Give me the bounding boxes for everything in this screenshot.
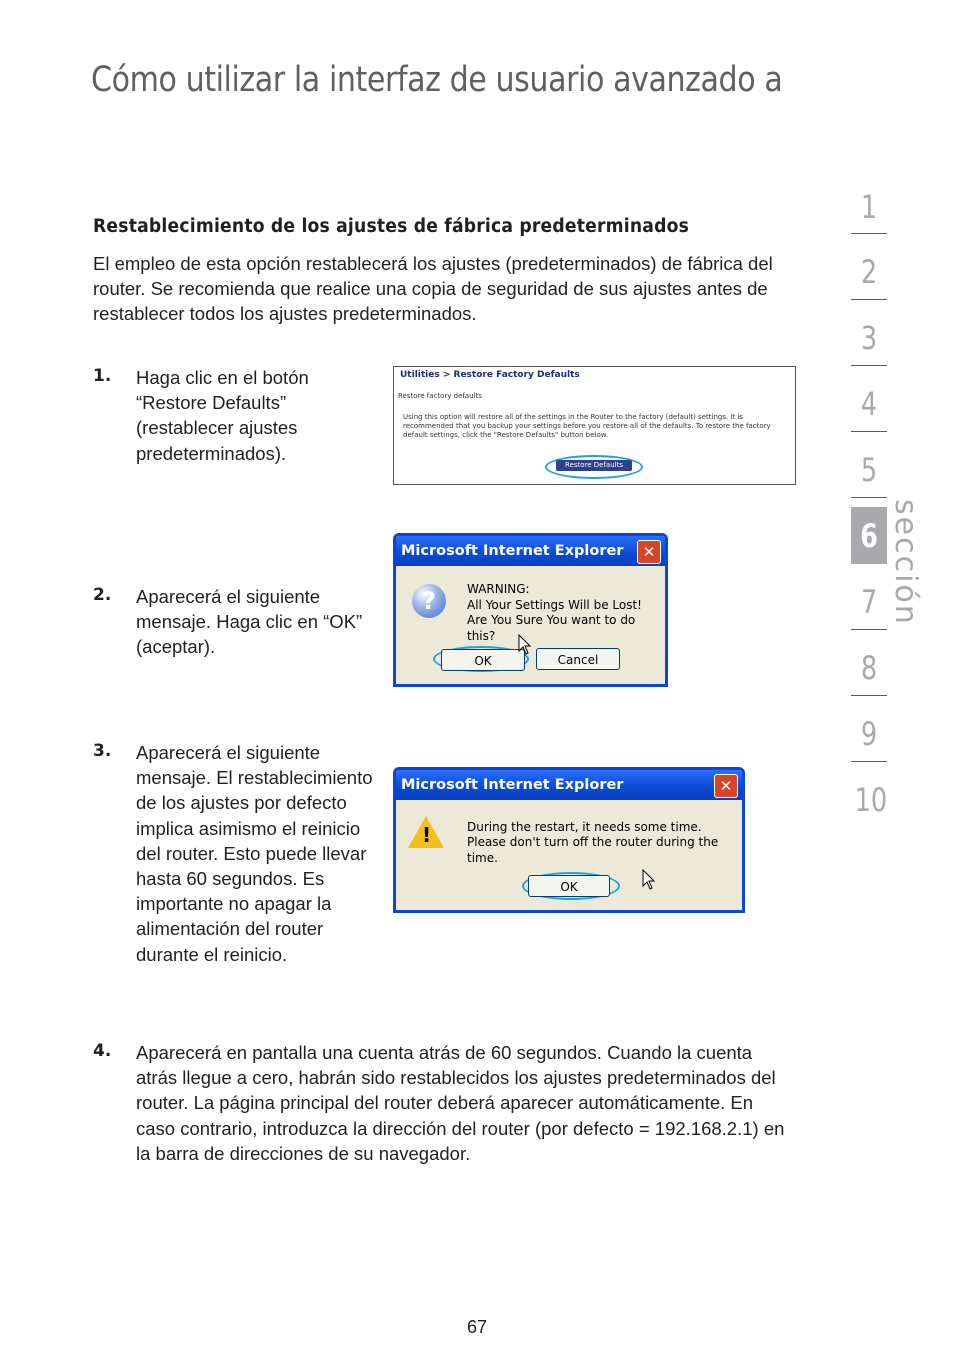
- nav-item-6[interactable]: 6: [860, 517, 878, 555]
- intro-paragraph: El empleo de esta opción restablecerá los ajustes (predeterminados) de fábrica del router. Se recomienda que realice una copia de seguridad de sus ajustes antes de restablecer todos los ajustes predeterminados.: [93, 253, 773, 324]
- step-4-number: 4.: [93, 1041, 112, 1061]
- dialog-title: Microsoft Internet Explorer: [396, 536, 665, 566]
- page-number: 67: [466, 1317, 488, 1337]
- page-title: Cómo utilizar la interfaz de usuario avanzado a: [91, 60, 783, 100]
- nav-item-8[interactable]: 8: [860, 649, 878, 687]
- step-4-text: Aparecerá en pantalla una cuenta atrás de 60 segundos. Cuando la cuenta atrás llegue a cero, habrán sido restablecidos los ajustes predeterminados del router. La página principal del router deberá aparecer automáticamente. En caso contrario, introduzca la dirección del router (por defecto = 192.168.2.1) en la barra de direcciones de su navegador.: [136, 1042, 785, 1164]
- restart-dialog: [393, 767, 745, 913]
- step-3-number: 3.: [93, 741, 112, 761]
- section-heading: Restablecimiento de los ajustes de fábrica predeterminados: [93, 216, 690, 237]
- screenshot-description: Using this option will restore all of the settings in the Router to the factory (default) settings. It is recommended that you backup your settings before you restore all of the defaults. To restore the factory default settings, click the "Restore Defaults" button below.: [403, 413, 771, 439]
- nav-divider: [851, 233, 887, 234]
- dialog-message-line1: During the restart, it needs some time.: [467, 820, 702, 834]
- nav-item-7[interactable]: 7: [860, 583, 878, 621]
- nav-item-4[interactable]: 4: [860, 385, 878, 423]
- nav-divider: [851, 761, 887, 762]
- step-2-number: 2.: [93, 585, 112, 605]
- restore-defaults-screenshot: [393, 366, 796, 485]
- warning-dialog: [393, 533, 668, 687]
- dialog-message-line2: All Your Settings Will be Lost!: [467, 598, 642, 612]
- nav-item-5[interactable]: 5: [860, 451, 878, 489]
- cancel-button[interactable]: Cancel: [536, 648, 620, 670]
- nav-divider: [851, 365, 887, 366]
- dialog-title: Microsoft Internet Explorer: [396, 770, 742, 800]
- dialog-message-line1: WARNING:: [467, 582, 530, 596]
- nav-divider: [851, 629, 887, 630]
- nav-item-9[interactable]: 9: [860, 715, 878, 753]
- nav-item-2[interactable]: 2: [860, 253, 878, 291]
- step-1-number: 1.: [93, 366, 112, 386]
- close-icon[interactable]: ✕: [714, 774, 738, 798]
- dialog-message-line3: Are You Sure You want to do this?: [467, 613, 636, 643]
- step-2-text: Aparecerá el siguiente mensaje. Haga clic en “OK” (aceptar).: [136, 586, 363, 658]
- nav-divider: [851, 695, 887, 696]
- step-3-text: Aparecerá el siguiente mensaje. El restablecimiento de los ajustes por defecto implica asimismo el reinicio del router. Esto puede llevar hasta 60 segundos. Es importante no apagar la alimentación del router durante el reinicio.: [136, 742, 373, 965]
- restore-defaults-button[interactable]: Restore Defaults: [556, 460, 632, 471]
- mouse-cursor-icon: [642, 869, 656, 891]
- screenshot-subtitle: Restore factory defaults: [398, 392, 482, 400]
- close-icon[interactable]: ✕: [637, 540, 661, 564]
- mouse-cursor-icon: [518, 634, 532, 656]
- nav-divider: [851, 497, 887, 498]
- nav-item-1[interactable]: 1: [860, 188, 878, 226]
- nav-divider: [851, 299, 887, 300]
- screenshot-breadcrumb: Utilities > Restore Factory Defaults: [400, 370, 580, 380]
- nav-item-3[interactable]: 3: [860, 319, 878, 357]
- ok-button[interactable]: OK: [441, 649, 525, 671]
- nav-item-10[interactable]: 10: [854, 781, 888, 819]
- question-icon: ?: [412, 584, 446, 618]
- dialog-message-line2: Please don't turn off the router during the time.: [467, 835, 719, 865]
- section-label: sección: [888, 499, 923, 626]
- nav-divider: [851, 431, 887, 432]
- warning-mark: !: [422, 823, 432, 847]
- step-1-text: Haga clic en el botón “Restore Defaults” (restablecer ajustes predeterminados).: [136, 367, 309, 464]
- ok-button[interactable]: OK: [528, 875, 610, 897]
